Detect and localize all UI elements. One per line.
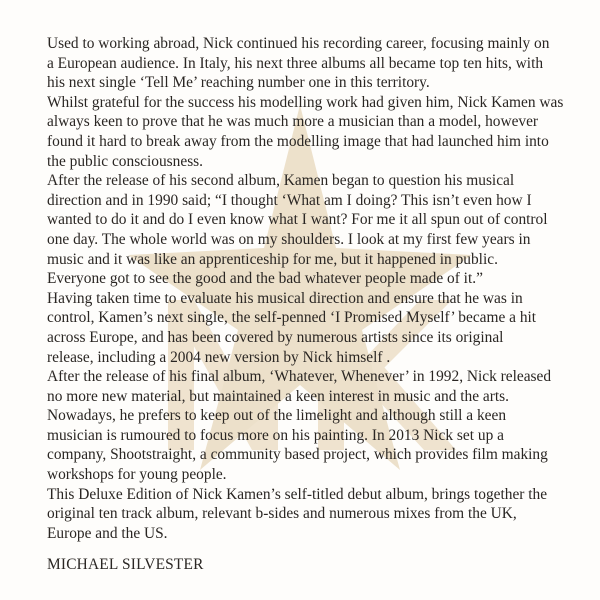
text-line: wanted to do it and do I even know what I want? For me it all spun out of control xyxy=(47,211,548,229)
text-line: control, Kamen’s next single, the self-penned ‘I Promised Myself’ became a hit xyxy=(47,309,537,327)
text-line: found it hard to break away from the modelling image that had launched him into xyxy=(47,132,549,150)
article-body xyxy=(47,34,573,575)
text-line: direction and in 1990 said; “I thought ‘What am I doing? This isn’t even how I xyxy=(47,191,532,209)
text-line: Having taken time to evaluate his musical direction and ensure that he was in xyxy=(47,289,523,307)
text-line: one day. The whole world was on my shoulders. I look at my first few years in xyxy=(47,230,531,248)
text-line: This Deluxe Edition of Nick Kamen’s self-titled debut album, brings together the xyxy=(47,485,548,503)
paragraph-gap xyxy=(47,543,573,555)
text-line: After the release of his final album, ‘Whatever, Whenever’ in 1992, Nick released xyxy=(47,368,552,386)
text-line: company, Shootstraight, a community based project, which provides film making xyxy=(47,446,548,464)
text-line: Everyone got to see the good and the bad whatever people made of it.” xyxy=(47,270,483,288)
text-line: Used to working abroad, Nick continued his recording career, focusing mainly on xyxy=(47,35,550,52)
text-line: music and it was like an apprenticeship for me, but it happened in public. xyxy=(47,250,498,268)
text-line: always keen to prove that he was much more a musician than a model, however xyxy=(47,113,539,131)
text-line: After the release of his second album, Kamen began to question his musical xyxy=(47,172,515,190)
text-line: his next single ‘Tell Me’ reaching number one in this territory. xyxy=(47,74,430,92)
text-line: across Europe, and has been covered by numerous artists since its original xyxy=(47,328,504,346)
text-line: workshops for young people. xyxy=(47,466,227,484)
text-line: Whilst grateful for the success his modelling work had given him, Nick Kamen was xyxy=(47,93,564,111)
text-line: Nowadays, he prefers to keep out of the limelight and although still a keen xyxy=(47,407,507,425)
text-line: release, including a 2004 new version by Nick himself . xyxy=(47,348,391,366)
text-line: no more new material, but maintained a keen interest in music and the arts. xyxy=(47,387,509,405)
text-line: a European audience. In Italy, his next three albums all became top ten hits, with xyxy=(47,54,544,72)
author-signature: MICHAEL SILVESTER xyxy=(47,556,204,574)
text-line: original ten track album, relevant b-sides and numerous mixes from the UK, xyxy=(47,505,517,523)
text-line: musician is rumoured to focus more on his painting. In 2013 Nick set up a xyxy=(47,426,504,444)
text-line: Europe and the US. xyxy=(47,524,168,542)
text-line: the public consciousness. xyxy=(47,152,204,170)
